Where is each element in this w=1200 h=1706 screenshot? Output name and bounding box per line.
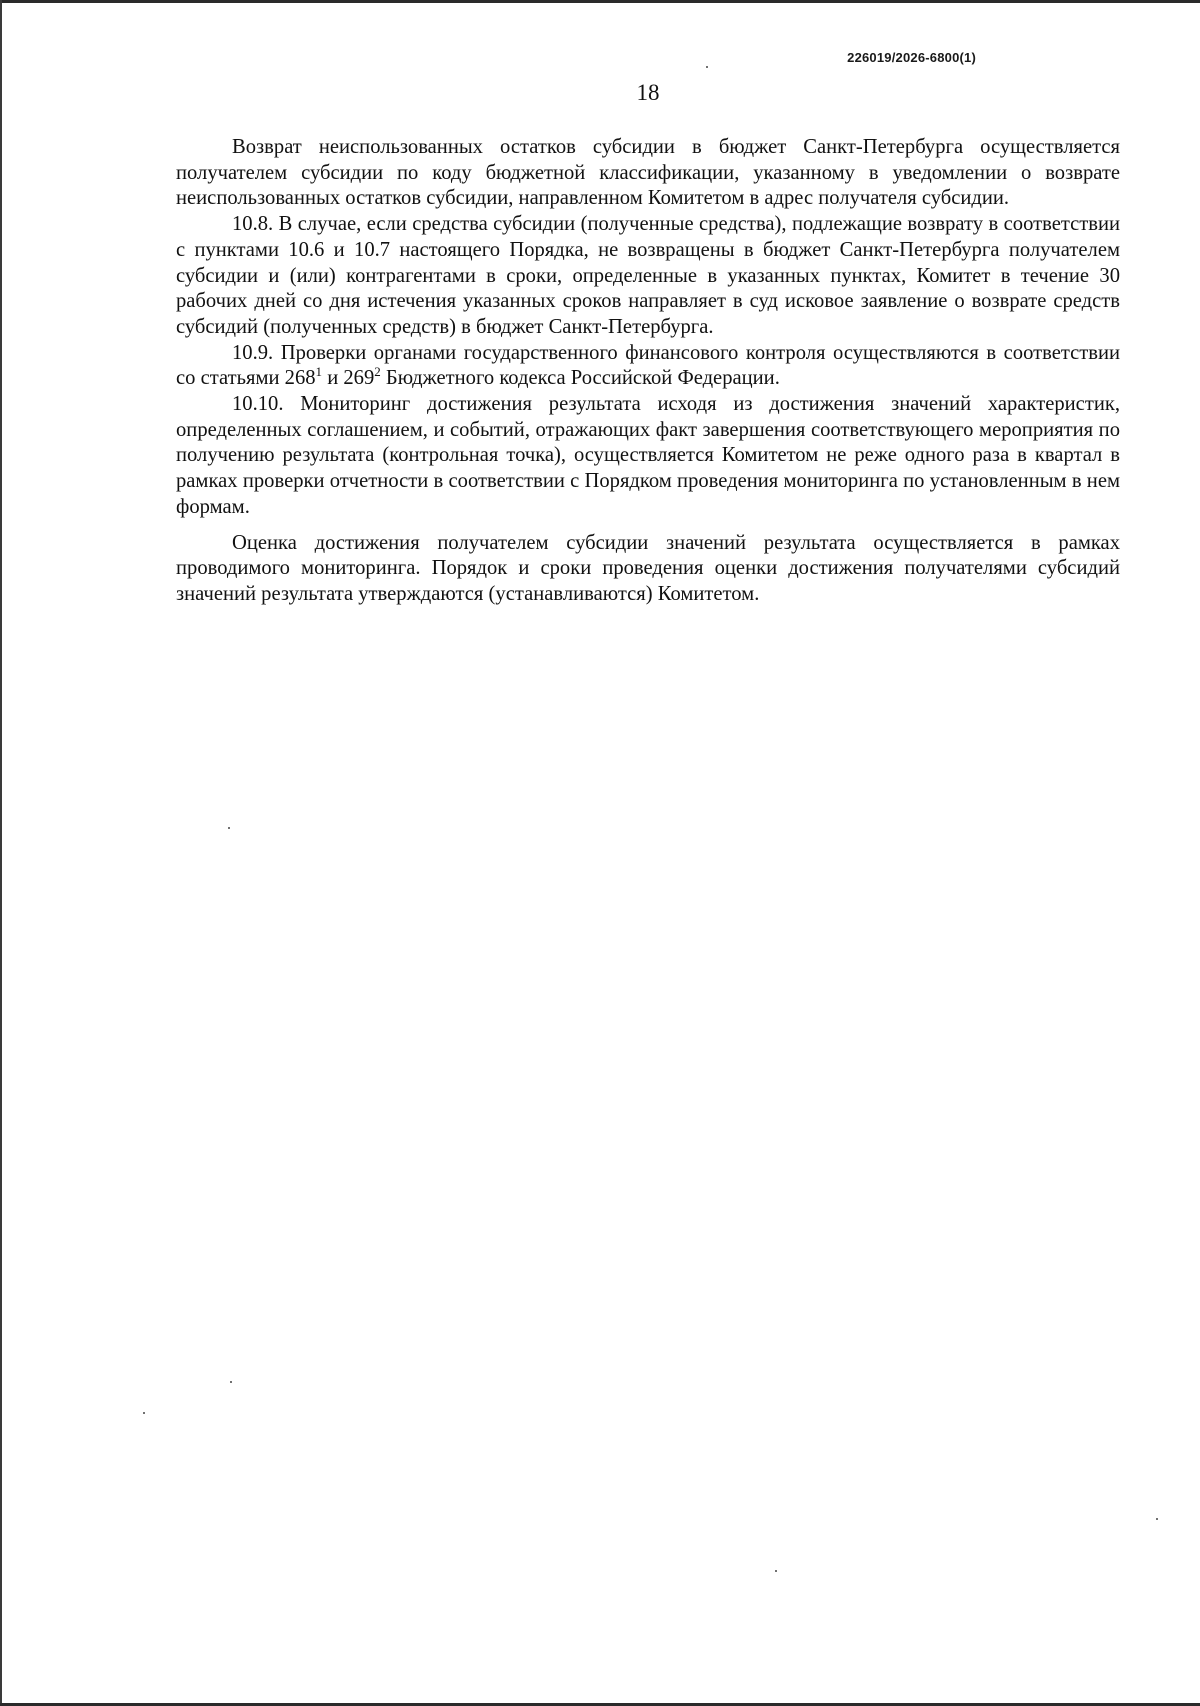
paragraph-10-9 xyxy=(176,341,1120,392)
paragraph-10-8: 10.8. В случае, если средства субсидии (полученные средства), подлежащие возврату в соответствии с пунктами 10.6 и 10.7 настоящего Порядка, не возвращены в бюджет Санкт-Петербурга получателем субсидии и (или) контрагентами в сроки, определенные в указанных пунктах, Комитет в течение 30 рабочих дней со дня истечения указанных сроков направляет в суд исковое заявление о возврате средств субсидий (полученных средств) в бюджет Санкт-Петербурга. xyxy=(176,213,1120,338)
paragraph-10-9-text-a: 10.9. Проверки органами государственного финансового контроля осуществляются в соответствии со статьями 268 xyxy=(176,341,1120,390)
scan-speck xyxy=(143,1412,145,1414)
paragraph-10-9-text-b: и 269 xyxy=(322,367,375,390)
superscript-2: 2 xyxy=(374,364,381,380)
paragraph-10-10: 10.10. Мониторинг достижения результата исходя из достижения значений характеристик, определенных соглашением, и событий, отражающих факт завершения соответствующего мероприятия по получению результата (контрольная точка), осуществляется Комитетом не реже одного раза в квартал в рамках проверки отчетности в соответствии с Порядком проведения мониторинга по установленным в нем формам. xyxy=(176,393,1120,518)
scan-speck xyxy=(228,827,230,829)
paragraph-10-9-text-c: Бюджетного кодекса Российской Федерации. xyxy=(380,367,780,390)
document-registration-number: 226019/2026-6800(1) xyxy=(847,50,976,65)
paragraph-assessment: Оценка достижения получателем субсидии значений результата осуществляется в рамках проводимого мониторинга. Порядок и сроки проведения оценки достижения получателями субсидий значений результата утверждаются (устанавливаются) Комитетом. xyxy=(176,531,1120,605)
paragraph-return-of-remains: Возврат неиспользованных остатков субсидии в бюджет Санкт-Петербурга осуществляется получателем субсидии по коду бюджетной классификации, указанному в уведомлении о возврате неиспользованных остатков субсидии, направленном Комитетом в адрес получателя субсидии. xyxy=(176,136,1120,210)
scan-speck xyxy=(230,1381,232,1383)
superscript-1: 1 xyxy=(315,364,323,380)
scan-speck xyxy=(775,1570,777,1572)
document-body xyxy=(176,135,1120,608)
scan-speck xyxy=(1156,1518,1158,1520)
scan-edge-left xyxy=(0,0,2,1706)
page-number: 18 xyxy=(636,80,660,105)
scan-edge-top xyxy=(0,0,1200,3)
scan-speck xyxy=(706,66,708,68)
